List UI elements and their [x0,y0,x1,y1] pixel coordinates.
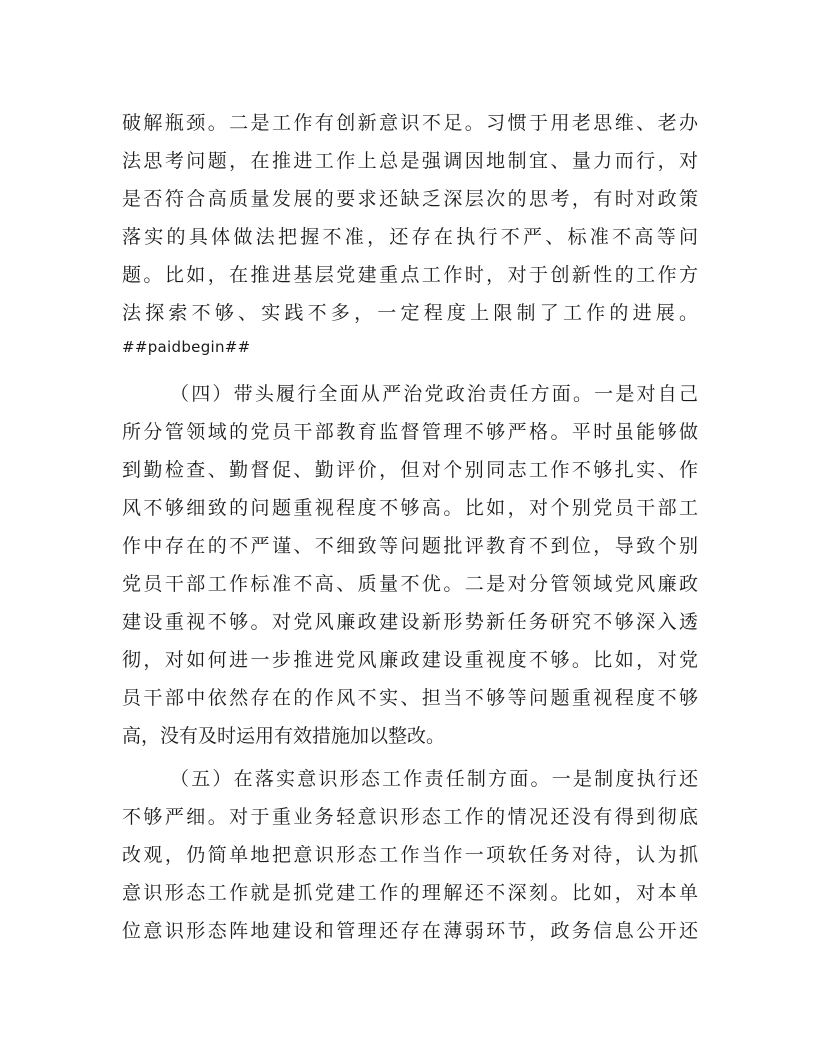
paragraph-line: （五）在落实意识形态工作责任制方面。一是制度执行还 [170,768,698,790]
paragraph-line: 作中存在的不严谨、不细致等问题批评教育不到位，导致个别 [122,535,698,557]
paragraph-line: 建设重视不够。对党风廉政建设新形势新任务研究不够深入透 [122,611,698,633]
paragraph-line: 党员干部工作标准不高、质量不优。二是对分管领域党风廉政 [122,573,698,595]
paragraph-line: 位意识形态阵地建设和管理还存在薄弱环节，政务信息公开还 [122,920,698,942]
document-body [122,104,698,950]
paragraph-line: 落实的具体做法把握不准，还存在执行不严、标准不高等问 [122,226,698,248]
paragraph-line: 意识形态工作就是抓党建工作的理解还不深刻。比如，对本单 [122,882,698,904]
paragraph-line: 高，没有及时运用有效措施加以整改。 [122,725,446,747]
paragraph-line: 是否符合高质量发展的要求还缺乏深层次的思考，有时对政策 [122,188,698,210]
paragraph-line: 题。比如，在推进基层党建重点工作时，对于创新性的工作方 [122,264,698,286]
paragraph-line: 到勤检查、勤督促、勤评价，但对个别同志工作不够扎实、作 [122,459,698,481]
paragraph-line: 改观，仍简单地把意识形态工作当作一项软任务对待，认为抓 [122,844,698,866]
paragraph-line: 法思考问题，在推进工作上总是强调因地制宜、量力而行，对 [122,150,698,172]
paragraph-line: 员干部中依然存在的作风不实、担当不够等问题重视程度不够 [122,687,698,709]
paragraph-line: 破解瓶颈。二是工作有创新意识不足。习惯于用老思维、老办 [122,112,698,134]
paid-begin-marker: ##paidbegin## [122,338,251,356]
paragraph-line: 彻，对如何进一步推进党风廉政建设重视度不够。比如，对党 [122,649,698,671]
paragraph-line: 所分管领域的党员干部教育监督管理不够严格。平时虽能够做 [122,421,698,443]
paragraph-line: 风不够细致的问题重视程度不够高。比如，对个别党员干部工 [122,497,698,519]
paragraph-line: 法探索不够、实践不多，一定程度上限制了工作的进展。 [122,302,698,324]
paragraph-line: 不够严细。对于重业务轻意识形态工作的情况还没有得到彻底 [122,806,698,828]
paragraph-line: （四）带头履行全面从严治党政治责任方面。一是对自己 [170,383,698,405]
